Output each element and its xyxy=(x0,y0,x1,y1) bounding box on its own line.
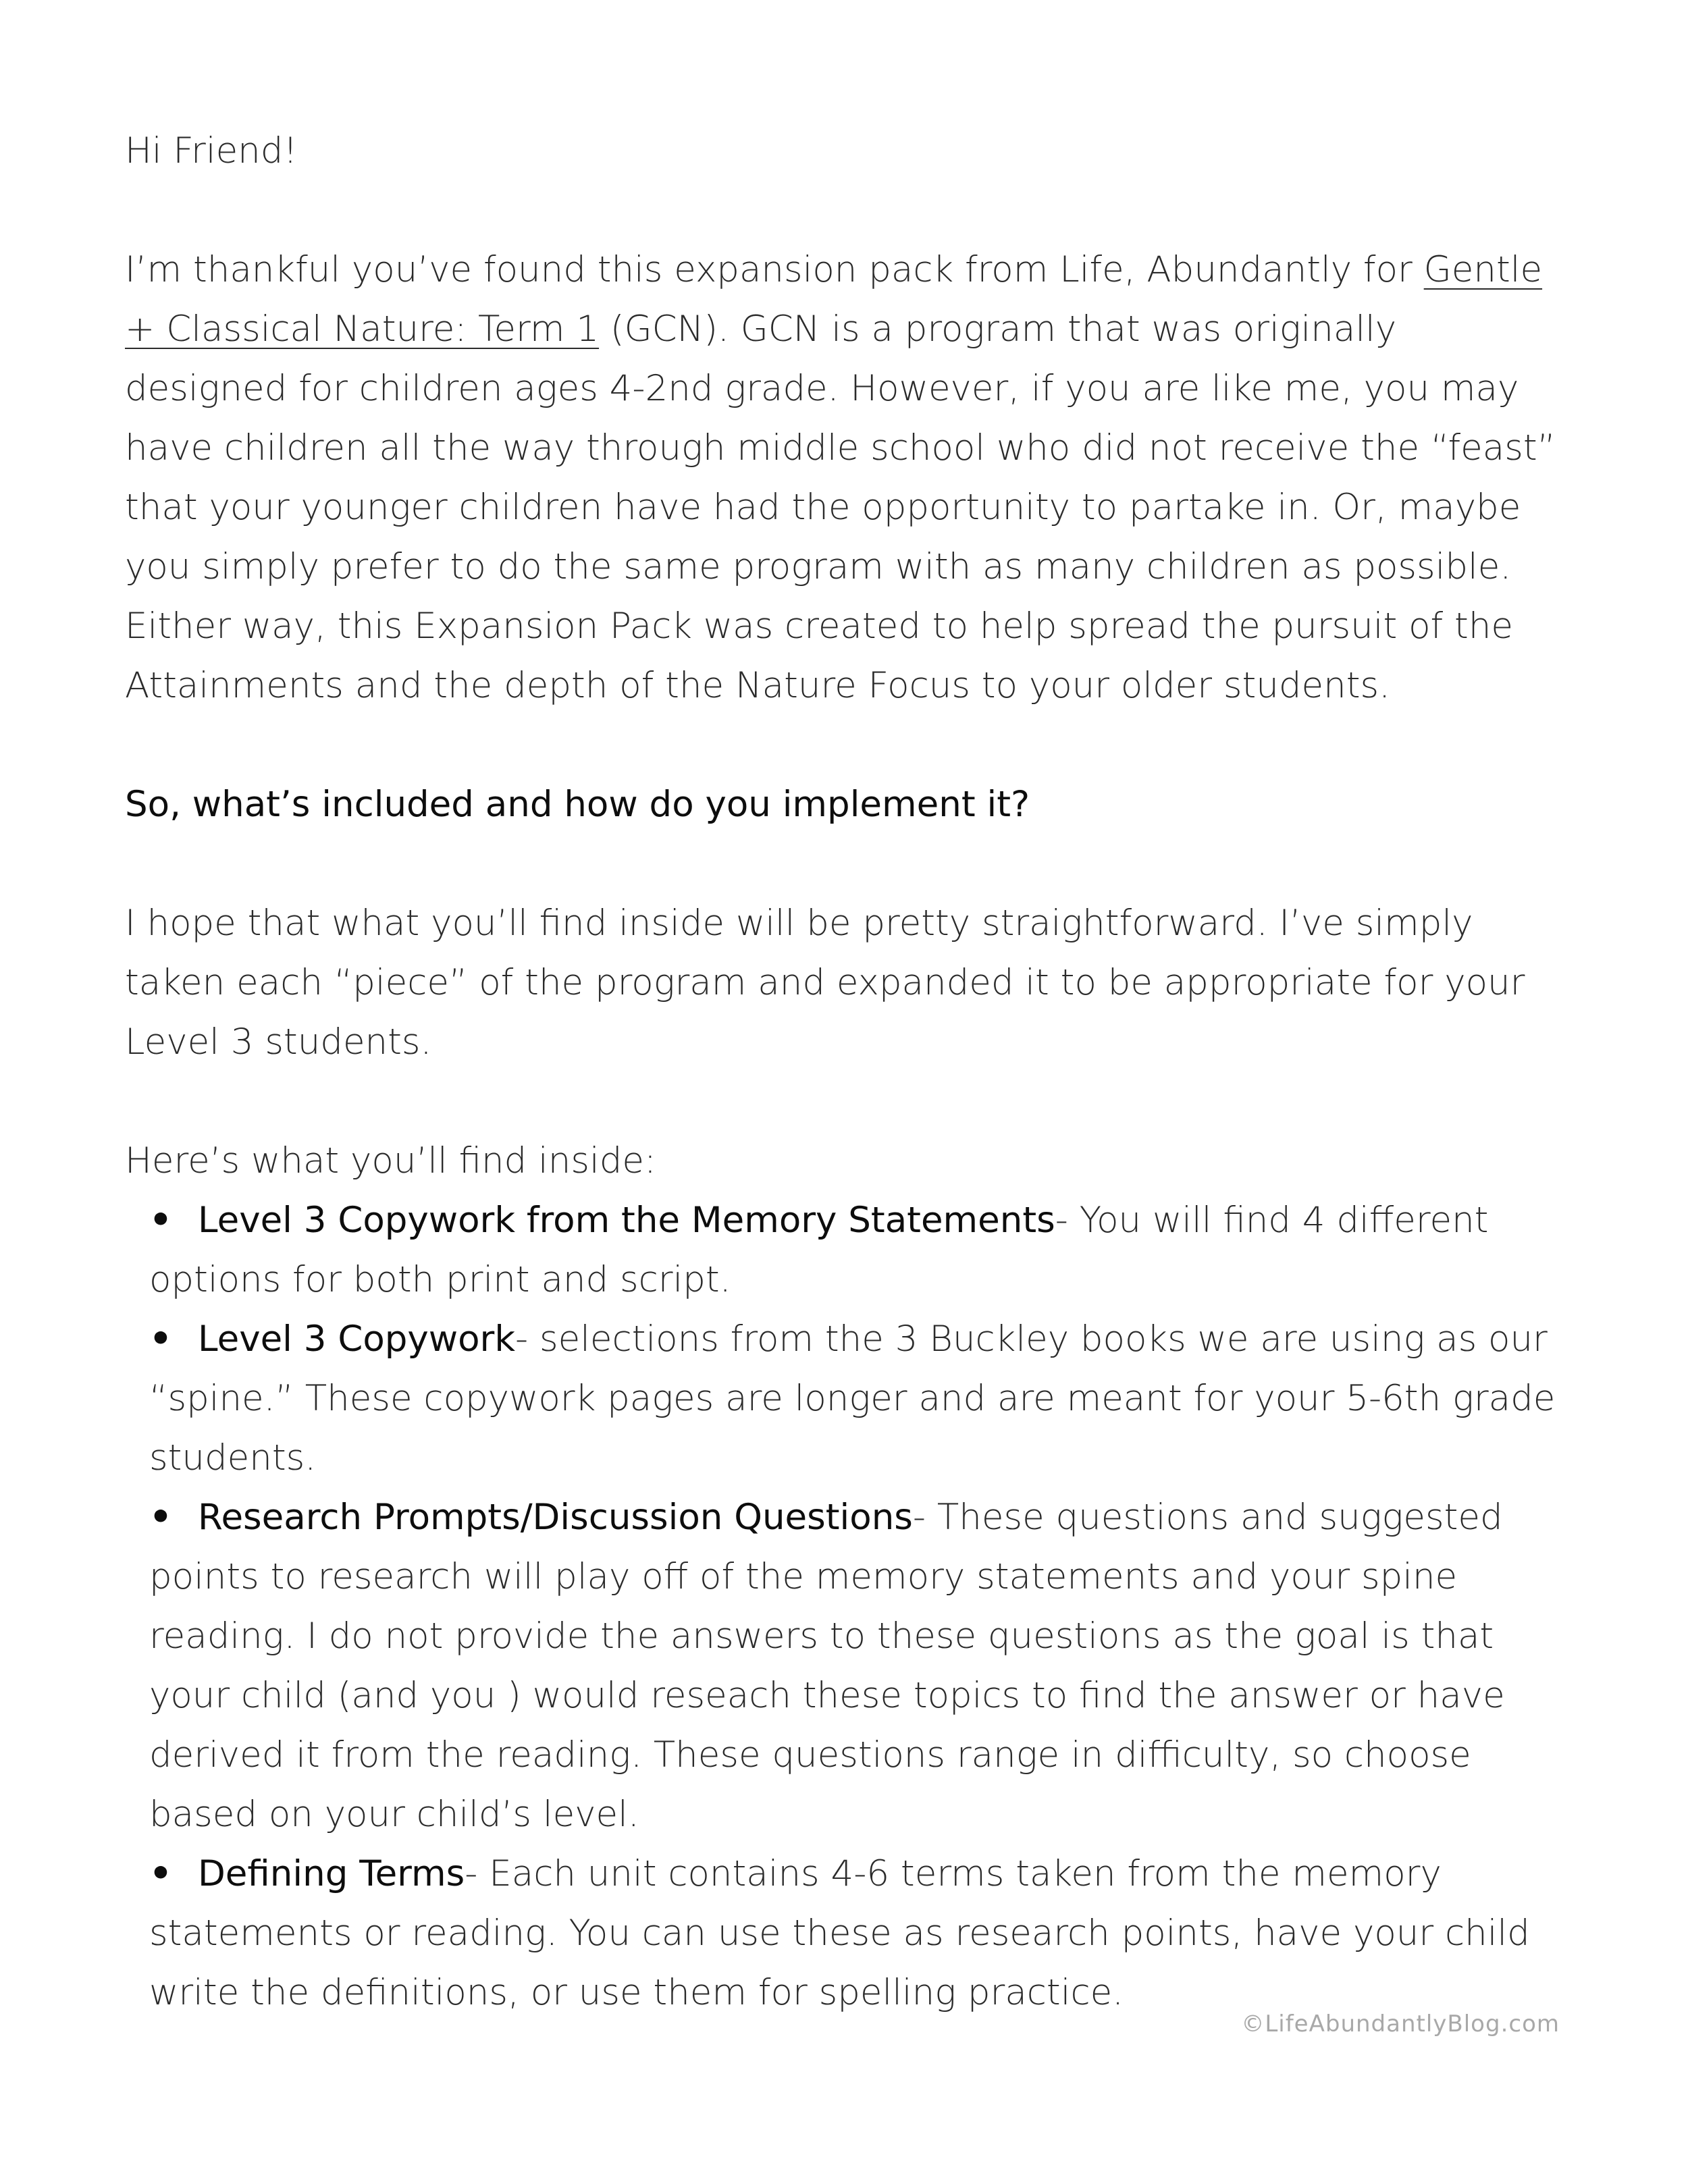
included-items-list xyxy=(125,1191,1563,2023)
footer-copyright: ©LifeAbundantlyBlog.com xyxy=(1241,2010,1560,2037)
bullet-icon: • xyxy=(149,1200,172,1241)
item-description: - You will find 4 different options for both print and script. xyxy=(149,1200,1489,1300)
intro-paragraph xyxy=(125,240,1563,716)
list-intro: Here’s what you’ll find inside: xyxy=(125,1140,656,1181)
program-link[interactable]: Gentle + Classical Nature: Term 1 xyxy=(125,249,1543,350)
item-term: Level 3 Copywork from the Memory Statements xyxy=(198,1200,1055,1241)
bullet-icon: • xyxy=(149,1853,172,1894)
list-item xyxy=(149,1844,1563,2023)
section-heading: So, what’s included and how do you implement it? xyxy=(125,784,1030,825)
item-term: Research Prompts/Discussion Questions xyxy=(198,1497,913,1538)
item-term: Level 3 Copywork xyxy=(198,1319,516,1360)
list-item xyxy=(149,1191,1563,1310)
intro-rest: (GCN). GCN is a program that was originally designed for children ages 4-2nd grade. However, if you are like me, you may have children all the way through middle school who did not receive the “feast” that your younger children have had the opportunity to partake in. Or, maybe you simply prefer to do the same program with as many children as possible. Either way, this Expansion Pack was created to help spread the pursuit of the Attainments and the depth of the Nature Focus to your older students. xyxy=(125,309,1556,706)
implementation-paragraph: I hope that what you’ll find inside will be pretty straightforward. I’ve simply taken each “piece” of the program and expanded it to be appropriate for your Level 3 students. xyxy=(125,903,1525,1063)
list-item xyxy=(149,1310,1563,1488)
greeting: Hi Friend! xyxy=(125,130,298,171)
bullet-icon: • xyxy=(149,1497,172,1538)
item-description: - These questions and suggested points to research will play off of the memory statements and your spine reading. I do not provide the answers to these questions as the goal is that your child (and you ) would reseach these topics to find the answer or have derived it from the reading. These questions range in difficulty, so choose based on your child’s level. xyxy=(149,1497,1505,1835)
item-description: - selections from the 3 Buckley books we are using as our “spine.” These copywork pages are longer and are meant for your 5-6th grade students. xyxy=(149,1319,1556,1479)
intro-lead: I’m thankful you’ve found this expansion pack from Life, Abundantly for xyxy=(125,249,1424,290)
document-page xyxy=(125,122,1563,2023)
bullet-icon: • xyxy=(149,1319,172,1360)
item-description: - Each unit contains 4-6 terms taken from the memory statements or reading. You can use these as research points, have your child write the definitions, or use them for spelling practice. xyxy=(149,1853,1530,2013)
list-item xyxy=(149,1488,1563,1844)
item-term: Defining Terms xyxy=(198,1853,465,1894)
